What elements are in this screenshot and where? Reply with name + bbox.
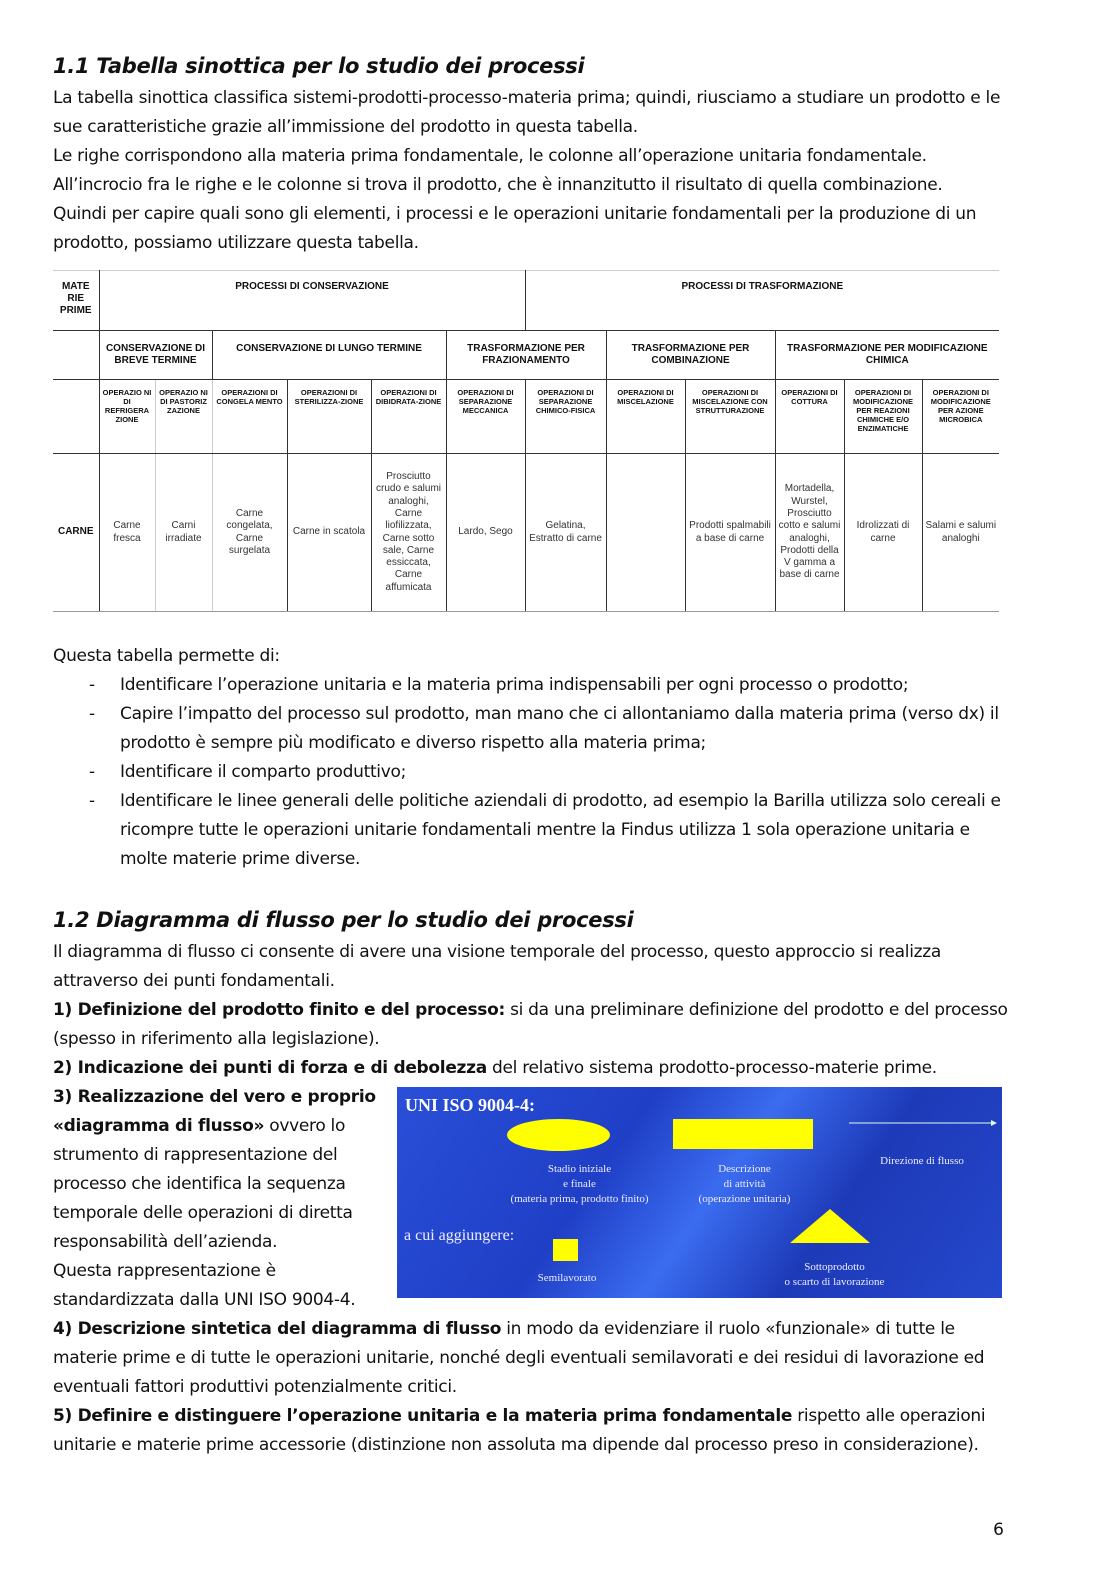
triangle-shape [790,1209,870,1245]
list-item: - Identificare le linee generali delle politiche aziendali di prodotto, ad esempio la Barilla utilizza solo cereali e ricompre tutte le operazioni unitarie fondamentali mentre la Findus utilizza 1 sola operazione unitaria e molte materie prime diverse. [89,787,1013,874]
group-header: PROCESSI DI TRASFORMAZIONE [525,271,999,331]
row-label: CARNE [53,454,99,612]
synoptic-table [53,270,999,612]
square-shape [553,1239,578,1261]
table-cell: Carne congelata, Carne surgelata [212,454,287,612]
table-cell: Prosciutto crudo e salumi analoghi, Carne liofilizzata, Carne sotto sale, Carne essiccata, Carne affumicata [371,454,446,612]
ellipse-shape [507,1119,610,1151]
list-item: - Capire l’impatto del processo sul prodotto, man mano che ci allontaniamo dalla materia prima (verso dx) il prodotto è sempre più modificato e diverso rispetto alla materia prima; [89,700,1013,758]
table-cell: Carni irradiate [155,454,212,612]
table-cell: Carne in scatola [287,454,371,612]
operation-header: OPERAZIONI DI COTTURA [775,380,844,454]
table-cell: Lardo, Sego [446,454,525,612]
paragraph: Quindi per capire quali sono gli elementi, i processi e le operazioni unitarie fondamentali per la produzione di un prodotto, possiamo utilizzare questa tabella. [53,204,977,253]
paragraph: Le righe corrispondono alla materia prima fondamentale, le colonne all’operazione unitaria fondamentale. [53,146,927,166]
document-page [53,54,1013,1460]
paragraph: 2) Indicazione dei punti di forza e di debolezza del relativo sistema prodotto-processo-materie prime. [53,1058,937,1078]
subgroup-header: TRASFORMAZIONE PER MODIFICAZIONE CHIMICA [775,331,999,380]
operation-header: OPERAZIONI DI MISCELAZIONE CON STRUTTURAZIONE [685,380,775,454]
group-header: PROCESSI DI CONSERVAZIONE [99,271,525,331]
table-cell: Prodotti spalmabili a base di carne [685,454,775,612]
table-cell: Salami e salumi analoghi [922,454,999,612]
operation-header: OPERAZIONI DI STERILIZZA-ZIONE [287,380,371,454]
paragraph: Il diagramma di flusso ci consente di avere una visione temporale del processo, questo approccio si realizza attraverso dei punti fondamentali. [53,942,942,991]
figure-title: UNI ISO 9004-4: [405,1095,536,1115]
operation-header: OPERAZIONI DI MODIFICAZIONE PER REAZIONI CHIMICHE E/O ENZIMATICHE [844,380,922,454]
bullet-list [89,671,1013,874]
list-item: - Identificare il comparto produttivo; [89,758,1013,787]
table-cell: Idrolizzati di carne [844,454,922,612]
table-cell: Gelatina, Estratto di carne [525,454,606,612]
operation-header: OPERAZIONI DI MODIFICAZIONE PER AZIONE MICROBICA [922,380,999,454]
paragraph: 5) Definire e distinguere l’operazione unitaria e la materia prima fondamentale rispetto alle operazioni unitarie e materie prime accessorie (distinzione non assoluta ma dipende dal processo preso in considerazione). [53,1406,986,1455]
operation-header: OPERAZIONI DI SEPARAZIONE MECCANICA [446,380,525,454]
corner-header: MATE RIE PRIME [53,271,99,331]
operation-header: OPERAZIO NI DI PASTORIZ ZAZIONE [155,380,212,454]
section-1-title: 1.1 Tabella sinottica per lo studio dei processi [53,54,585,78]
operation-header: OPERAZIONI DI SEPARAZIONE CHIMICO-FISICA [525,380,606,454]
list-item: - Identificare l’operazione unitaria e la materia prima indispensabili per ogni processo o prodotto; [89,671,1013,700]
page-number: 6 [993,1520,1004,1540]
table-cell: Mortadella, Wurstel, Prosciutto cotto e salumi analoghi, Prodotti della V gamma a base di carne [775,454,844,612]
subgroup-header: TRASFORMAZIONE PER FRAZIONAMENTO [446,331,606,380]
table-cell [606,454,685,612]
section-2-title: 1.2 Diagramma di flusso per lo studio dei processi [53,908,634,932]
paragraph: 1) Definizione del prodotto finito e del processo: si da una preliminare definizione del prodotto e del processo (spesso in riferimento alla legislazione). [53,1000,1008,1049]
operation-header: OPERAZIONI DI MISCELAZIONE [606,380,685,454]
paragraph: 4) Descrizione sintetica del diagramma di flusso in modo da evidenziare il ruolo «funzionale» di tutte le materie prime e di tutte le operazioni unitarie, nonché degli eventuali semilavorati e dei residui di lavorazione ed eventuali fattori produttivi potenzialmente critici. [53,1319,985,1397]
subgroup-header: CONSERVAZIONE DI BREVE TERMINE [99,331,212,380]
arrow-icon [849,1117,999,1129]
iso-legend-figure: UNI ISO 9004-4: Stadio iniziale e finale (materia prima, prodotto finito) Descrizione di attività (operazione unitaria) Direzione di flusso a cui aggiungere: Semilavorato Sottoprodotto o scarto di lavorazione [397,1087,1002,1298]
list-intro: Questa tabella permette di: [53,646,280,666]
paragraph: Questa rappresentazione è standardizzata dalla UNI ISO 9004-4. [53,1261,356,1310]
rectangle-shape [673,1119,813,1149]
paragraph: 3) Realizzazione del vero e proprio «diagramma di flusso» ovvero lo strumento di rappresentazione del processo che identifica la sequenza temporale delle operazioni di diretta responsabilità dell’azienda. [53,1087,376,1252]
subgroup-header: CONSERVAZIONE DI LUNGO TERMINE [212,331,446,380]
paragraph: La tabella sinottica classifica sistemi-prodotti-processo-materia prima; quindi, riusciamo a studiare un prodotto e le sue caratteristiche grazie all’immissione del prodotto in questa tabella. [53,88,1001,137]
operation-header: OPERAZIONI DI CONGELA MENTO [212,380,287,454]
paragraph: All’incrocio fra le righe e le colonne si trova il prodotto, che è innanzitutto il risultato di quella combinazione. [53,175,943,195]
operation-header: OPERAZIO NI DI REFRIGERA ZIONE [99,380,155,454]
table-cell: Carne fresca [99,454,155,612]
operation-header: OPERAZIONI DI DIBIDRATA-ZIONE [371,380,446,454]
subgroup-header: TRASFORMAZIONE PER COMBINAZIONE [606,331,775,380]
